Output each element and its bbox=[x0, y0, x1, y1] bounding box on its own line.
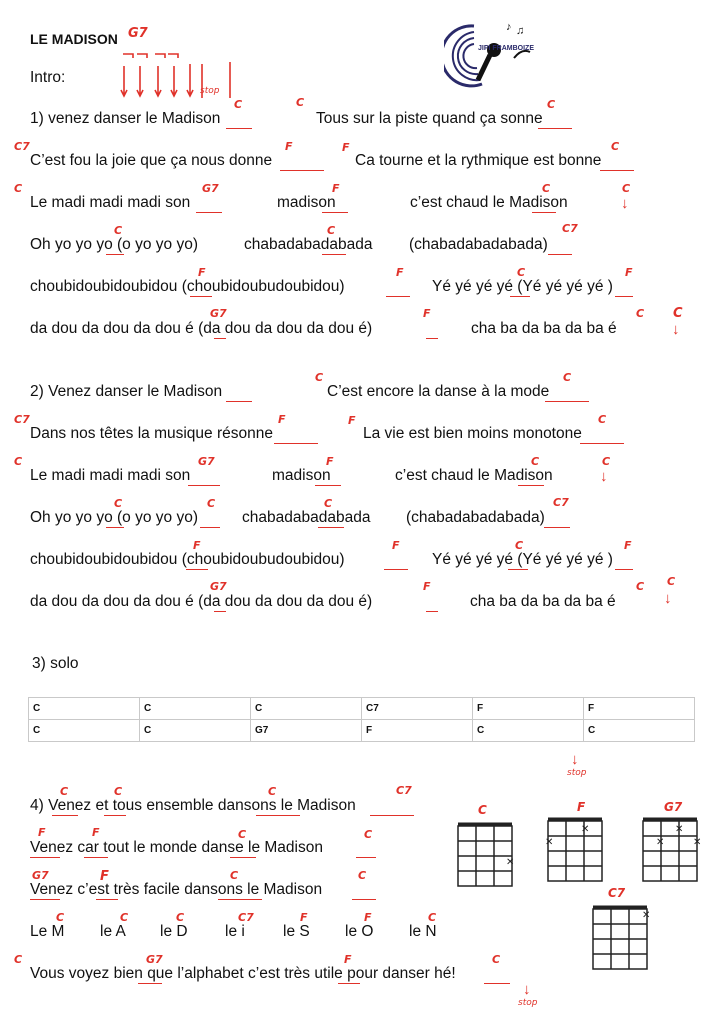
chord-marker: F bbox=[100, 869, 109, 884]
chord-marker: C bbox=[114, 785, 123, 798]
grid-cell: F bbox=[473, 698, 584, 720]
grid-cell: F bbox=[584, 698, 695, 720]
underline bbox=[615, 569, 633, 570]
chord-marker: F bbox=[423, 307, 431, 320]
lyric-line: La vie est bien moins monotone bbox=[363, 425, 582, 442]
solo-chord-grid bbox=[28, 697, 695, 742]
underline bbox=[322, 254, 346, 255]
chord-marker: G7 bbox=[32, 869, 49, 882]
chord-marker: F bbox=[198, 266, 206, 279]
underline bbox=[230, 857, 256, 858]
chord-marker: F bbox=[342, 141, 350, 154]
lyric-line: choubidoubidoubidou (choubidoubudoubidou) bbox=[30, 551, 345, 568]
down-arrow-icon: ↓ bbox=[664, 590, 672, 607]
chord-marker: F bbox=[278, 413, 286, 426]
grid-cell: C bbox=[584, 720, 695, 742]
lyric-line: (chabadabadabada) bbox=[406, 509, 545, 526]
c7-chord-diagram bbox=[590, 903, 656, 971]
letter-s: le S bbox=[283, 923, 310, 940]
letter-d: le D bbox=[160, 923, 188, 940]
chord-marker: G7 bbox=[202, 182, 219, 195]
lyric-line: chabadabadabada bbox=[244, 236, 373, 253]
chord-marker: F bbox=[38, 826, 46, 839]
underline bbox=[545, 401, 589, 402]
lyric-line: 1) venez danser le Madison bbox=[30, 110, 221, 127]
lyric-line: da dou da dou da dou é (da dou da dou da dou é) bbox=[30, 320, 373, 337]
chord-marker: C7 bbox=[562, 222, 578, 235]
lyric-line: c’est chaud le Madison bbox=[410, 194, 568, 211]
underline bbox=[274, 443, 318, 444]
letter-n: le N bbox=[409, 923, 437, 940]
underline bbox=[615, 296, 633, 297]
solo-label: 3) solo bbox=[32, 655, 79, 672]
underline bbox=[30, 857, 60, 858]
jipi-framboize-logo bbox=[444, 18, 534, 95]
lyric-line: madison bbox=[272, 467, 331, 484]
underline bbox=[256, 815, 300, 816]
chord-marker: C bbox=[517, 266, 526, 279]
chord-marker: C bbox=[428, 911, 437, 924]
svg-text:✕: ✕ bbox=[545, 837, 554, 848]
lyric-line: choubidoubidoubidou (choubidoubudoubidou) bbox=[30, 278, 345, 295]
chord-marker: F bbox=[344, 953, 352, 966]
chord-marker: G7 bbox=[210, 307, 227, 320]
chord-marker: C bbox=[56, 911, 65, 924]
underline bbox=[538, 128, 572, 129]
svg-text:✕: ✕ bbox=[656, 837, 665, 848]
lyric-line: Venez car tout le monde danse le Madison bbox=[30, 839, 323, 856]
underline bbox=[384, 569, 408, 570]
svg-text:✕: ✕ bbox=[675, 824, 684, 835]
chord-marker: C bbox=[14, 182, 23, 195]
chord-marker: G7 bbox=[128, 26, 148, 41]
underline bbox=[84, 857, 108, 858]
chord-marker: C7 bbox=[14, 413, 30, 426]
chord-marker: G7 bbox=[198, 455, 215, 468]
underline bbox=[280, 170, 324, 171]
underline bbox=[338, 983, 360, 984]
stop-mark: stop bbox=[567, 768, 587, 778]
underline bbox=[322, 212, 348, 213]
underline bbox=[138, 983, 162, 984]
chord-marker: F bbox=[285, 140, 293, 153]
underline bbox=[104, 815, 126, 816]
grid-cell: C bbox=[140, 698, 251, 720]
song-title: LE MADISON bbox=[30, 31, 118, 47]
lyric-line: madison bbox=[277, 194, 336, 211]
chord-marker: C bbox=[598, 413, 607, 426]
chord-marker: C bbox=[515, 539, 524, 552]
lyric-line: Le madi madi madi son bbox=[30, 467, 191, 484]
f-chord-diagram bbox=[545, 815, 607, 883]
chord-marker: C bbox=[296, 96, 305, 109]
chord-marker: C bbox=[667, 575, 676, 588]
underline bbox=[190, 296, 212, 297]
grid-cell: G7 bbox=[251, 720, 362, 742]
chord-marker: C bbox=[268, 785, 277, 798]
chord-marker: C bbox=[622, 182, 631, 195]
chord-marker: C bbox=[636, 580, 645, 593]
chord-marker: C bbox=[114, 224, 123, 237]
grid-cell: C7 bbox=[362, 698, 473, 720]
lyric-line: Yé yé yé yé (Yé yé yé yé ) bbox=[432, 278, 613, 295]
underline bbox=[426, 338, 438, 339]
underline bbox=[484, 983, 510, 984]
chord-marker: C bbox=[114, 497, 123, 510]
underline bbox=[106, 254, 124, 255]
chord-marker: C bbox=[563, 371, 572, 384]
g7-chord-diagram bbox=[640, 815, 704, 883]
letter-i: le i bbox=[225, 923, 245, 940]
svg-text:♫: ♫ bbox=[516, 25, 525, 37]
chord-marker: C7 bbox=[396, 784, 412, 797]
chord-marker: C bbox=[60, 785, 69, 798]
down-arrow-icon: ↓ bbox=[672, 321, 680, 338]
underline bbox=[426, 611, 438, 612]
underline bbox=[600, 170, 634, 171]
chord-marker: C bbox=[364, 828, 373, 841]
grid-cell: C bbox=[29, 698, 140, 720]
underline bbox=[352, 899, 376, 900]
chord-marker: C bbox=[315, 371, 324, 384]
diagram-label: F bbox=[577, 800, 586, 814]
lyric-line: C’est fou la joie que ça nous donne bbox=[30, 152, 273, 169]
underline bbox=[356, 857, 376, 858]
lyric-line: Vous voyez bien que l’alphabet c’est très utile pour danser hé! bbox=[30, 965, 456, 982]
chord-marker: C bbox=[14, 455, 23, 468]
chord-marker: C bbox=[234, 98, 243, 111]
lyric-line: Oh yo yo yo (o yo yo yo) bbox=[30, 509, 198, 526]
chord-marker: C bbox=[230, 869, 239, 882]
svg-text:♪: ♪ bbox=[506, 21, 512, 33]
chord-marker: F bbox=[332, 182, 340, 195]
svg-text:✕: ✕ bbox=[581, 824, 590, 835]
chord-marker: F bbox=[624, 539, 632, 552]
intro-label: Intro: bbox=[30, 69, 66, 86]
underline bbox=[196, 212, 222, 213]
down-arrow-icon: ↓ bbox=[621, 195, 629, 212]
chord-marker: F bbox=[300, 911, 308, 924]
underline bbox=[96, 899, 118, 900]
underline bbox=[106, 527, 124, 528]
grid-cell: F bbox=[362, 720, 473, 742]
chord-marker: C7 bbox=[238, 911, 254, 924]
lyric-line: Ca tourne et la rythmique est bonne bbox=[355, 152, 602, 169]
diagram-label: C bbox=[478, 803, 487, 817]
underline bbox=[52, 815, 78, 816]
down-arrow-icon: ↓ bbox=[523, 981, 531, 998]
chord-marker: C7 bbox=[553, 496, 569, 509]
diagram-label: C7 bbox=[608, 886, 626, 900]
grid-cell: C bbox=[251, 698, 362, 720]
chord-marker: C bbox=[207, 497, 216, 510]
lyric-line: 2) Venez danser le Madison bbox=[30, 383, 223, 400]
chord-marker: C7 bbox=[14, 140, 30, 153]
underline bbox=[315, 485, 341, 486]
c-chord-diagram bbox=[455, 820, 517, 888]
chord-marker: C bbox=[531, 455, 540, 468]
lyric-line: Oh yo yo yo (o yo yo yo) bbox=[30, 236, 198, 253]
lyric-line: C’est encore la danse à la mode bbox=[327, 383, 550, 400]
underline bbox=[226, 128, 252, 129]
chord-marker: G7 bbox=[146, 953, 163, 966]
underline bbox=[214, 611, 226, 612]
lyric-line: 4) Venez et tous ensemble dansons le Madison bbox=[30, 797, 356, 814]
chord-marker: G7 bbox=[210, 580, 227, 593]
chord-marker: C bbox=[673, 306, 683, 321]
chord-marker: F bbox=[326, 455, 334, 468]
lyric-line: Dans nos têtes la musique résonne bbox=[30, 425, 273, 442]
chord-marker: F bbox=[364, 911, 372, 924]
underline bbox=[548, 254, 572, 255]
chord-marker: C bbox=[14, 953, 23, 966]
letter-a: le A bbox=[100, 923, 126, 940]
grid-cell: C bbox=[29, 720, 140, 742]
underline bbox=[544, 527, 570, 528]
diagram-label: G7 bbox=[664, 800, 683, 814]
underline bbox=[318, 527, 344, 528]
underline bbox=[218, 899, 262, 900]
chord-marker: C bbox=[542, 182, 551, 195]
chord-marker: F bbox=[193, 539, 201, 552]
chord-marker: F bbox=[396, 266, 404, 279]
lyric-line: cha ba da ba da ba é bbox=[471, 320, 617, 337]
letter-m: Le M bbox=[30, 923, 65, 940]
underline bbox=[386, 296, 410, 297]
down-arrow-icon: ↓ bbox=[600, 468, 608, 485]
lyric-line: c’est chaud le Madison bbox=[395, 467, 553, 484]
lyric-line: Tous sur la piste quand ça sonne bbox=[316, 110, 543, 127]
lyric-line: Le madi madi madi son bbox=[30, 194, 191, 211]
grid-cell: C bbox=[473, 720, 584, 742]
grid-cell: C bbox=[140, 720, 251, 742]
logo-text: JIPI FRAMBOIZE bbox=[478, 45, 534, 52]
stop-mark: stop bbox=[200, 86, 220, 96]
chord-marker: C bbox=[327, 224, 336, 237]
chord-marker: F bbox=[625, 266, 633, 279]
underline bbox=[518, 485, 544, 486]
lyric-line: Venez c’est très facile dansons le Madison bbox=[30, 881, 323, 898]
underline bbox=[226, 401, 252, 402]
chord-marker: C bbox=[611, 140, 620, 153]
underline bbox=[532, 212, 556, 213]
lyric-line: da dou da dou da dou é (da dou da dou da dou é) bbox=[30, 593, 373, 610]
chord-marker: C bbox=[176, 911, 185, 924]
letter-o: le O bbox=[345, 923, 374, 940]
underline bbox=[186, 569, 208, 570]
underline bbox=[508, 569, 528, 570]
svg-text:✕: ✕ bbox=[693, 837, 702, 848]
chord-marker: C bbox=[602, 455, 611, 468]
chord-marker: C bbox=[547, 98, 556, 111]
chord-marker: F bbox=[392, 539, 400, 552]
chord-marker: F bbox=[348, 414, 356, 427]
underline bbox=[214, 338, 226, 339]
underline bbox=[510, 296, 530, 297]
chord-marker: C bbox=[120, 911, 129, 924]
underline bbox=[580, 443, 624, 444]
underline bbox=[188, 485, 220, 486]
lyric-line: Yé yé yé yé (Yé yé yé yé ) bbox=[432, 551, 613, 568]
chord-marker: C bbox=[324, 497, 333, 510]
intro-strum-pattern bbox=[118, 46, 248, 109]
chord-marker: F bbox=[423, 580, 431, 593]
stop-mark: stop bbox=[518, 998, 538, 1008]
chord-marker: C bbox=[238, 828, 247, 841]
chord-marker: C bbox=[358, 869, 367, 882]
svg-text:✕: ✕ bbox=[506, 857, 515, 868]
chord-marker: C bbox=[636, 307, 645, 320]
underline bbox=[200, 527, 220, 528]
down-arrow-icon: ↓ bbox=[571, 751, 579, 768]
underline bbox=[30, 899, 60, 900]
lyric-line: (chabadabadabada) bbox=[409, 236, 548, 253]
chord-marker: C bbox=[492, 953, 501, 966]
lyric-line: chabadabadabada bbox=[242, 509, 371, 526]
chord-marker: F bbox=[92, 826, 100, 839]
underline bbox=[370, 815, 414, 816]
lyric-line: cha ba da ba da ba é bbox=[470, 593, 616, 610]
svg-text:✕: ✕ bbox=[642, 910, 651, 921]
